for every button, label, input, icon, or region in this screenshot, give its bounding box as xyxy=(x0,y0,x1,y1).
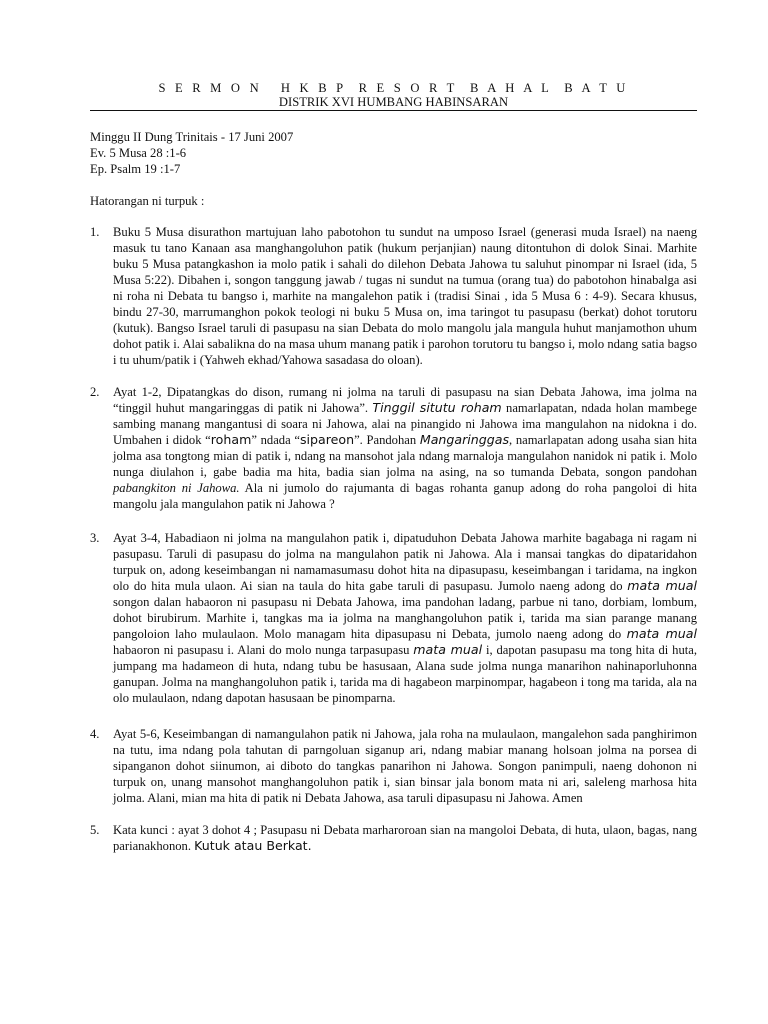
sermon-points xyxy=(90,224,697,854)
emphasis-phrase: Tinggil situtu roham xyxy=(372,400,502,415)
text-run: Ayat 3-4, Habadiaon ni jolma na mangulahon patik i, dipatuduhon Debata Jahowa marhite bagabaga ni ragam ni pasupasu. Taruli di pasupasu do jolma na mangulahon patik ni Jahowa. Ala i mansai tangkas do dipataridahon turpuk on, adong keseimbangan ni namamasumasu dohot hita na dipasupasu, keseimbangan i taridama, na ingkon olo do hita mula ulaon. Ai sian na taula do hita gabe taruli di pasupasu. Jumolo naeng adong do xyxy=(113,531,697,593)
sermon-point-4 xyxy=(90,726,697,806)
gospel-reading: Ev. 5 Musa 28 :1-6 xyxy=(90,146,187,160)
document-title: S E R M O N H K B P R E S O R T B A H A L B A T U xyxy=(158,81,629,95)
italic-phrase: pabangkiton ni Jahowa. xyxy=(113,481,240,495)
point-text xyxy=(113,822,697,854)
header-divider xyxy=(90,110,697,111)
service-info xyxy=(90,129,697,177)
epistle-reading: Ep. Psalm 19 :1-7 xyxy=(90,162,181,176)
sermon-point-5 xyxy=(90,822,697,854)
emphasis-phrase: sipareon xyxy=(299,432,355,447)
point-number: 4. xyxy=(90,727,100,741)
text-run: i, dapotan pasupasu ma tong hita di huta, jumpang ma hadameon di huta, ndang tubu be hasusaan, Alana sude jolma nunga manarihon nahinaporluhonna ganupan. Jolma na manghangoluhon patik i, tarida ma di hagabeon marpinompar, hagabeon i tong ma tarida, ala na olo mulaulaon, ndang dapotan hasusaan be pinomparna. xyxy=(113,643,697,705)
emphasis-phrase: Mangaringgas xyxy=(419,432,510,447)
text-run: Ala ni jumolo do rajumanta di bagas rohanta ganup adong do roha pangoloi di hita mangolu jala mangulahon patik ni Jahowa ? xyxy=(113,481,697,511)
sermon-point-2 xyxy=(90,384,697,512)
text-run: ” ndada “ xyxy=(251,433,300,447)
emphasis-phrase: Kutuk atau Berkat. xyxy=(194,838,312,853)
text-run: ”. Pandohan xyxy=(354,433,420,447)
document-subtitle: DISTRIK XVI HUMBANG HABINSARAN xyxy=(278,95,509,109)
service-date: Minggu II Dung Trinitais - 17 Juni 2007 xyxy=(90,130,294,144)
emphasis-phrase: roham xyxy=(210,432,252,447)
text-run: habaoron ni pasupasu i. Alani do molo nunga tarpasupasu xyxy=(113,643,414,657)
text-run: , namarlapatan adong usaha sian hita jolma asa tongtong mian di patik i, ndang na mansohot jala ndang marnaloja mangulahon nanidok ni patik i. Molo nunga diulahon i, gabe badia ma hita, badia sian jolma na asing, na so tumanda Debata, songon pandohan xyxy=(113,433,698,479)
text-run: songon dalan habaoron ni pasupasu ni Debata Jahowa, ima pandohan ladang, parbue ni tano, dorbiam, lombum, dohot birubirum. Marhite i, tangkas ma ia jolma na manghangoluhon patik i, tarida ma sian parange manang pangoloion laho mulaulaon. Molo managam hita dipasupasu ni Debata, jumolo naeng adong do xyxy=(113,595,697,641)
text-run: Ayat 1-2, Dipatangkas do dison, rumang ni jolma na taruli di pasupasu na sian Debata Jahowa, ima jolma na “tinggil huhut mangaringgas di patik ni Jahowa”. xyxy=(113,385,697,415)
section-intro: Hatorangan ni turpuk : xyxy=(90,194,205,208)
sermon-point-3 xyxy=(90,530,697,706)
point-text xyxy=(113,384,697,512)
emphasis-phrase: mata mual xyxy=(627,578,697,593)
point-number: 2. xyxy=(90,385,100,399)
emphasis-phrase: mata mual xyxy=(626,626,697,641)
point-number: 5. xyxy=(90,823,100,837)
point-text: Ayat 5-6, Keseimbangan di namangulahon patik ni Jahowa, jala roha na mulaulaon, mangalehon sada panghirimon na tutu, ima ndang pola tahutan di parngoluan siganup ari, ndang mabiar manang holsoan jolma na porsea di sipanganon dohot siinumon, ai diboto do tangkas panarihon ni Jahowa. Songon panimpuli, naeng dohonon ni turpuk on, unang mansohot manghangoluhon patik i, sian binsar jala bonom mata ni ari, saleleng marhosa hita jolma. Alani, mian ma hita di patik ni Debata Jahowa, asa taruli dipasupasu ni Jahowa. Amen xyxy=(113,727,697,805)
point-number: 3. xyxy=(90,531,100,545)
text-run: Kata kunci : ayat 3 dohot 4 ; Pasupasu ni Debata marharoroan sian na mangoloi Debata, di huta, ulaon, bagas, nang parianakhonon. xyxy=(113,823,697,853)
text-run: namarlapatan, ndada holan mambege sambing manang mangantusi di soara ni Jahowa, alai na pinangido ni Jahowa ima mangulahon na nidokna i do. Umbahen i didok “ xyxy=(113,401,697,447)
sermon-point-1 xyxy=(90,224,697,368)
point-text: Buku 5 Musa disurathon martujuan laho pabotohon tu sundut na umposo Israel (generasi muda Israel) na naeng masuk tu tano Kanaan asa manghangoluhon patik (hukum perjanjian) naung ditontuhon di dolok Sinai. Marhite buku 5 Musa patangkashon ia molo patik i sahali do dilehon Debata Jahowa tu saluhut pinompar ni Israel (ida, 5 Musa 5:22). Dibahen i, songon tanggung jawab / tugas ni sundut na tumua (orang tua) do pabotohon hinabalga asi ni roha ni Debata tu bangso i, marhite na mangalehon patik i (tradisi Sinai , ida 5 Musa 6 : 4-9). Secara khusus, bindu 27-30, marrumanghon pokok teologi ni buku 5 Musa on, ima taringot tu pasupasu (berkat) dohot torutoru (kutuk). Bangso Israel taruli di pasupasu na sian Debata do molo mangolu jala mangula huhut manjamothon uhum dohot patik i. Alai sabalikna do na masa uhum manang patik i parohon torutoru tu bangso i, molo ndang satia bagso i tu uhum/patik i (Yahweh ekhad/Yahowa sasadasa do oloan). xyxy=(113,225,697,367)
point-number: 1. xyxy=(90,225,100,239)
emphasis-phrase: mata mual xyxy=(413,642,483,657)
point-text xyxy=(113,530,697,706)
